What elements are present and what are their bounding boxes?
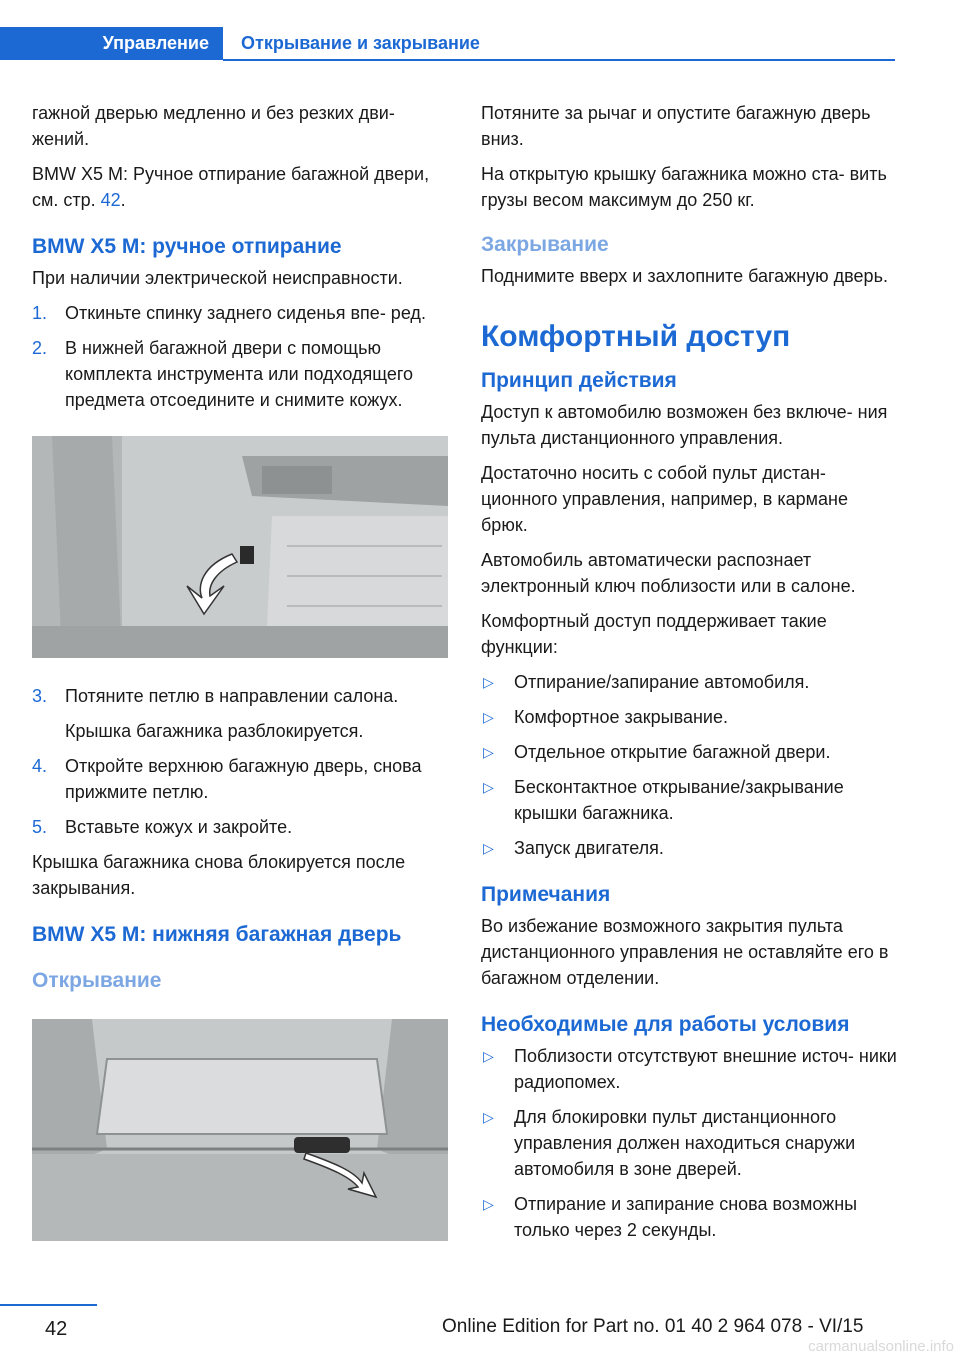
list-item <box>481 835 897 861</box>
list-item-text: Поблизости отсутствуют внешние источ- ники радиопомех. <box>514 1046 897 1092</box>
page-header <box>0 27 895 61</box>
heading-comfort-access: Комфортный доступ <box>481 320 791 353</box>
paragraph: На открытую крышку багажника можно ста- вить грузы весом максимум до 250 кг. <box>481 164 887 210</box>
list-item <box>481 1191 897 1243</box>
conditions-list <box>481 1043 897 1243</box>
bullet-triangle-icon: ▷ <box>483 744 494 760</box>
heading-principle: Принцип действия <box>481 369 677 392</box>
list-item <box>32 335 448 413</box>
lower-tailgate-image <box>32 1019 448 1241</box>
paragraph: Потяните за рычаг и опустите багажную дверь вниз. <box>481 103 871 149</box>
edition-note: Online Edition for Part no. 01 40 2 964 078 - VI/15 <box>442 1316 864 1337</box>
page-number: 42 <box>45 1318 68 1340</box>
step-text: В нижней багажной двери с помощью комплекта инструмента или подходящего предмета отсоедините и снимите кожух. <box>65 338 414 410</box>
step-text: Потяните петлю в направлении салона. <box>65 686 399 706</box>
heading-opening: Открывание <box>32 969 162 992</box>
list-item <box>32 300 448 326</box>
functions-list <box>481 669 897 861</box>
list-item-text: Отпирание/запирание автомобиля. <box>514 672 810 692</box>
bullet-triangle-icon: ▷ <box>483 1196 494 1212</box>
step-number: 2. <box>32 338 48 358</box>
list-item <box>481 739 897 765</box>
list-item-text: Запуск двигателя. <box>514 838 664 858</box>
paragraph: Во избежание возможного закрытия пульта дистанционного управления не оставляйте его в багажном отделении. <box>481 916 889 988</box>
heading-notes: Примечания <box>481 883 611 906</box>
paragraph-text: BMW X5 M: Ручное отпирание багажной двери, см. стр. <box>32 164 430 210</box>
paragraph: Крышка багажника снова блокируется после закрывания. <box>32 852 406 898</box>
footer-rule <box>0 1304 97 1306</box>
paragraph: Автомобиль автоматически распознает электронный ключ поблизости или в салоне. <box>481 550 856 596</box>
list-item-text: Для блокировки пульт дистанционного управления должен находиться снаружи автомобиля в зоне дверей. <box>514 1107 856 1179</box>
list-item <box>481 774 897 826</box>
step-number: 5. <box>32 817 48 837</box>
step-text: Откройте верхнюю багажную дверь, снова прижмите петлю. <box>65 756 422 802</box>
step-number: 1. <box>32 303 48 323</box>
heading-lower-tailgate: BMW X5 M: нижняя багажная дверь <box>32 923 402 946</box>
step-number: 3. <box>32 686 48 706</box>
list-item <box>481 704 897 730</box>
paragraph-end: . <box>120 190 126 210</box>
trunk-cover-image <box>32 436 448 658</box>
list-item-text: Комфортное закрывание. <box>514 707 728 727</box>
steps-list-a <box>32 300 448 413</box>
list-item <box>481 669 897 695</box>
bullet-triangle-icon: ▷ <box>483 779 494 795</box>
paragraph: При наличии электрической неисправности. <box>32 268 403 288</box>
heading-closing: Закрывание <box>481 233 609 256</box>
list-item-text: Отпирание и запирание снова возможны только через 2 секунды. <box>514 1194 858 1240</box>
header-rule <box>223 59 895 61</box>
paragraph: Достаточно носить с собой пульт дистан- ционного управления, например, в кармане брюк. <box>481 463 848 535</box>
paragraph: Поднимите вверх и захлопните багажную дверь. <box>481 266 888 286</box>
bullet-triangle-icon: ▷ <box>483 1048 494 1064</box>
list-item <box>481 1043 897 1095</box>
bullet-triangle-icon: ▷ <box>483 709 494 725</box>
list-item <box>32 814 448 840</box>
left-column <box>32 100 448 1266</box>
step-text: Откиньте спинку заднего сиденья впе- ред. <box>65 303 426 323</box>
bullet-triangle-icon: ▷ <box>483 840 494 856</box>
paragraph: Доступ к автомобилю возможен без включе- ния пульта дистанционного управления. <box>481 402 888 448</box>
step-number: 4. <box>32 756 48 776</box>
paragraph: Комфортный доступ поддерживает такие функции: <box>481 611 827 657</box>
watermark: carmanualsonline.info <box>808 1338 954 1355</box>
heading-manual-unlock: BMW X5 M: ручное отпирание <box>32 235 342 258</box>
list-item <box>32 753 448 805</box>
paragraph-with-link <box>32 161 448 213</box>
step-result: Крышка багажника разблокируется. <box>65 721 364 741</box>
steps-list-c <box>32 753 448 840</box>
list-item-text: Отдельное открытие багажной двери. <box>514 742 831 762</box>
list-item <box>32 683 448 709</box>
list-item-text: Бесконтактное открывание/закрывание крышки багажника. <box>514 777 844 823</box>
step-text: Вставьте кожух и закройте. <box>65 817 293 837</box>
steps-list-b <box>32 683 448 709</box>
bullet-triangle-icon: ▷ <box>483 674 494 690</box>
bullet-triangle-icon: ▷ <box>483 1109 494 1125</box>
section-tab: Управление <box>0 27 223 60</box>
subsection-tab: Открывание и закрывание <box>241 33 480 53</box>
list-item <box>481 1104 897 1182</box>
heading-conditions: Необходимые для работы условия <box>481 1013 850 1036</box>
page-link[interactable]: 42 <box>100 190 121 210</box>
paragraph: гажной дверью медленно и без резких дви- жений. <box>32 103 395 149</box>
right-column <box>481 100 897 1252</box>
